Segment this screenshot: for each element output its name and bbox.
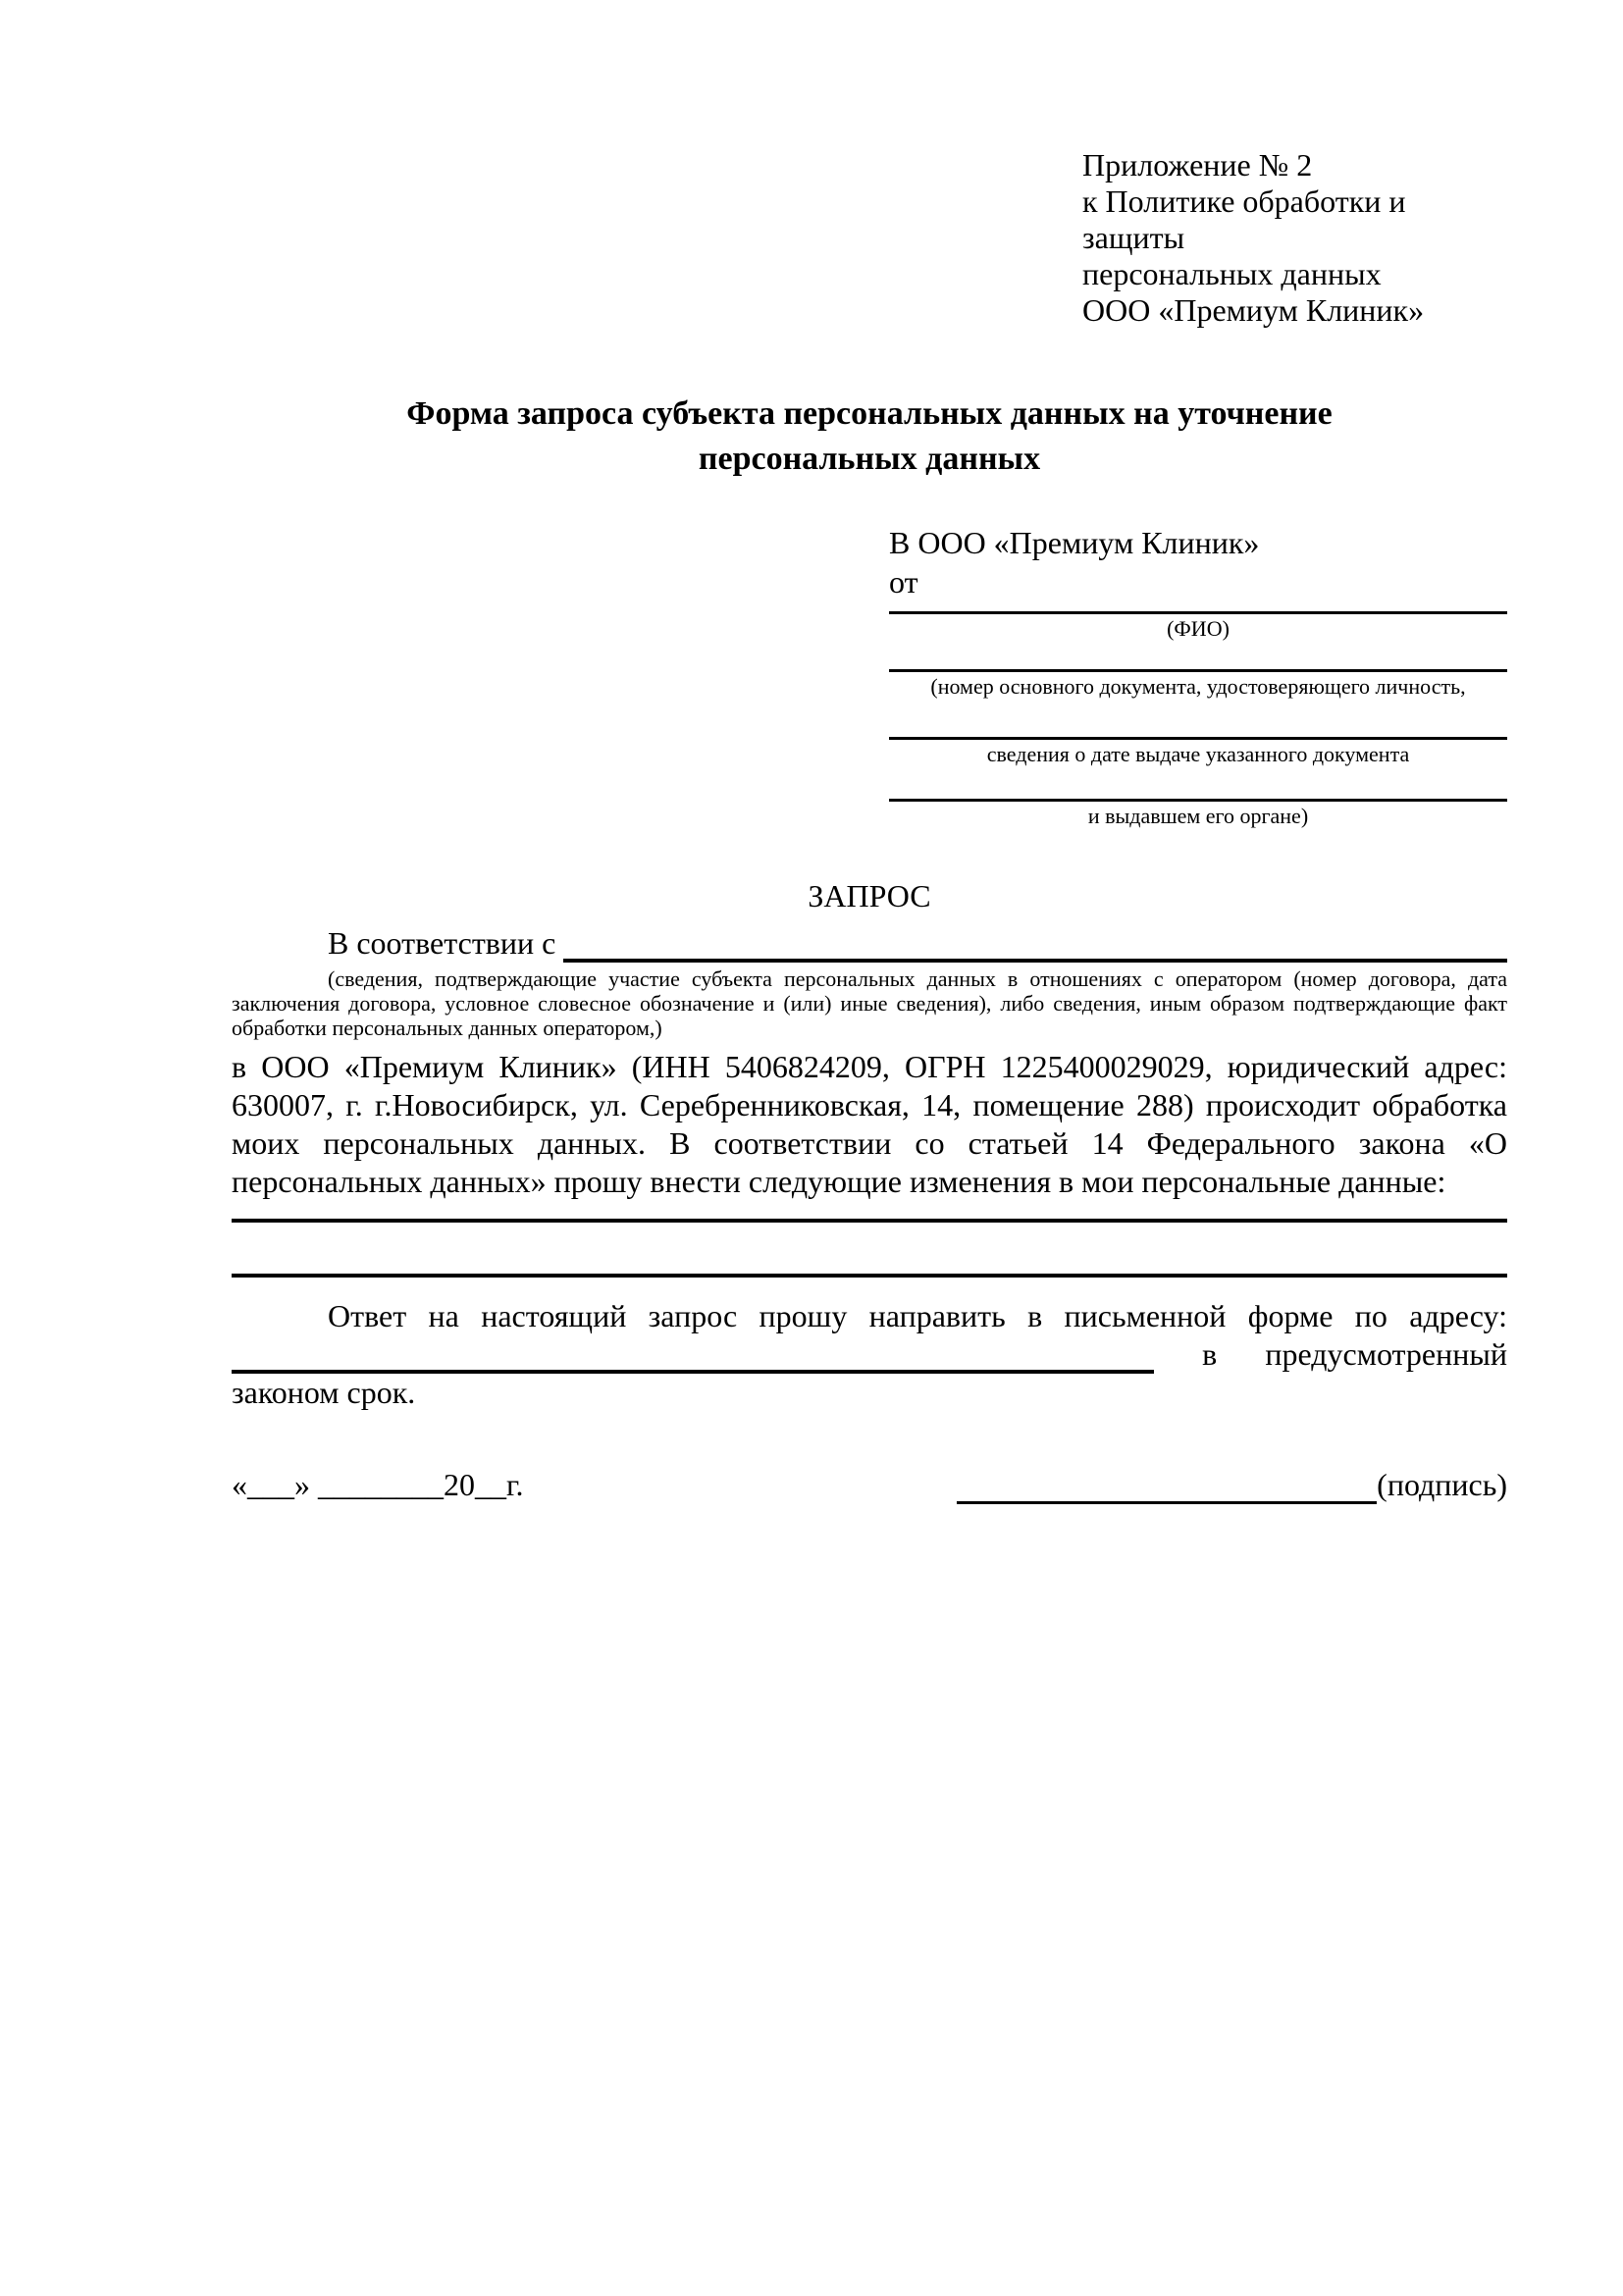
- basis-footnote: (сведения, подтверждающие участие субъекта персональных данных в отношениях с оператором (номер договора, дата заключения договора, условное словесное обозначение и (или) иные сведения), либо сведения, иным образом подтверждающие факт обработки персональных данных оператором,): [232, 966, 1507, 1040]
- document-title-line1: Форма запроса субъекта персональных данных на уточнение: [406, 395, 1333, 432]
- changes-blank-line-1: [232, 1201, 1507, 1223]
- addressee-from: от: [889, 564, 918, 600]
- appendix-note-line: к Политике обработки и защиты: [1082, 183, 1406, 255]
- fio-blank-line: [889, 601, 1507, 614]
- fio-caption: (ФИО): [1167, 616, 1230, 641]
- appendix-note: [1082, 147, 1507, 329]
- issuing-authority-caption: и выдавшем его органе): [1087, 804, 1309, 828]
- document-number-field: [889, 642, 1507, 700]
- fio-field: [889, 601, 1507, 642]
- issue-date-field: [889, 700, 1507, 767]
- issue-date-blank-line: [889, 700, 1507, 740]
- document-content: [232, 147, 1507, 1504]
- date-blank: «___» ________20__г.: [232, 1467, 524, 1502]
- appendix-note-line: ООО «Премиум Клиник»: [1082, 292, 1425, 328]
- date-signature-row: [232, 1465, 1507, 1504]
- document-title: [232, 391, 1507, 482]
- reply-word-term: предусмотренный: [1265, 1336, 1507, 1372]
- basis-prefix: В соответствии с: [328, 925, 564, 961]
- signature-caption: (подпись): [1377, 1467, 1507, 1502]
- document-title-line2: персональных данных: [698, 441, 1041, 477]
- addressee-block: [889, 523, 1507, 829]
- signature-area: [957, 1465, 1507, 1504]
- changes-blank-line-2: [232, 1223, 1507, 1278]
- request-body-paragraph: в ООО «Премиум Клиник» (ИНН 5406824209, ОГРН 1225400029029, юридический адрес: 630007, г. г.Новосибирск, ул. Серебренниковская, 14, помещение 288) происходит обработка моих персональных данных. В соответствии со статьей 14 Федерального закона «О персональных данных» прошу внести следующие изменения в мои персональные данные:: [232, 1049, 1507, 1199]
- reply-address-line: [232, 1335, 1507, 1374]
- issuing-authority-field: [889, 767, 1507, 829]
- request-heading: ЗАПРОС: [808, 878, 931, 913]
- appendix-note-line: персональных данных: [1082, 256, 1382, 291]
- reply-address-blank-line: [232, 1336, 1154, 1374]
- document-number-blank-line: [889, 642, 1507, 672]
- basis-line: [232, 923, 1507, 963]
- issuing-authority-blank-line: [889, 767, 1507, 802]
- appendix-note-line: Приложение № 2: [1082, 147, 1313, 183]
- signature-blank-line: [957, 1468, 1377, 1504]
- document-number-caption: (номер основного документа, удостоверяющего личность,: [930, 674, 1466, 699]
- reply-address-sentence: Ответ на настоящий запрос прошу направить в письменной форме по адресу:: [328, 1298, 1507, 1333]
- reply-closing-text: законом срок.: [232, 1375, 416, 1410]
- issue-date-caption: сведения о дате выдаче указанного документа: [986, 742, 1410, 766]
- basis-blank-line: [563, 925, 1507, 963]
- reply-word-v: в: [1202, 1336, 1218, 1372]
- addressee-to: В ООО «Премиум Клиник»: [889, 525, 1260, 560]
